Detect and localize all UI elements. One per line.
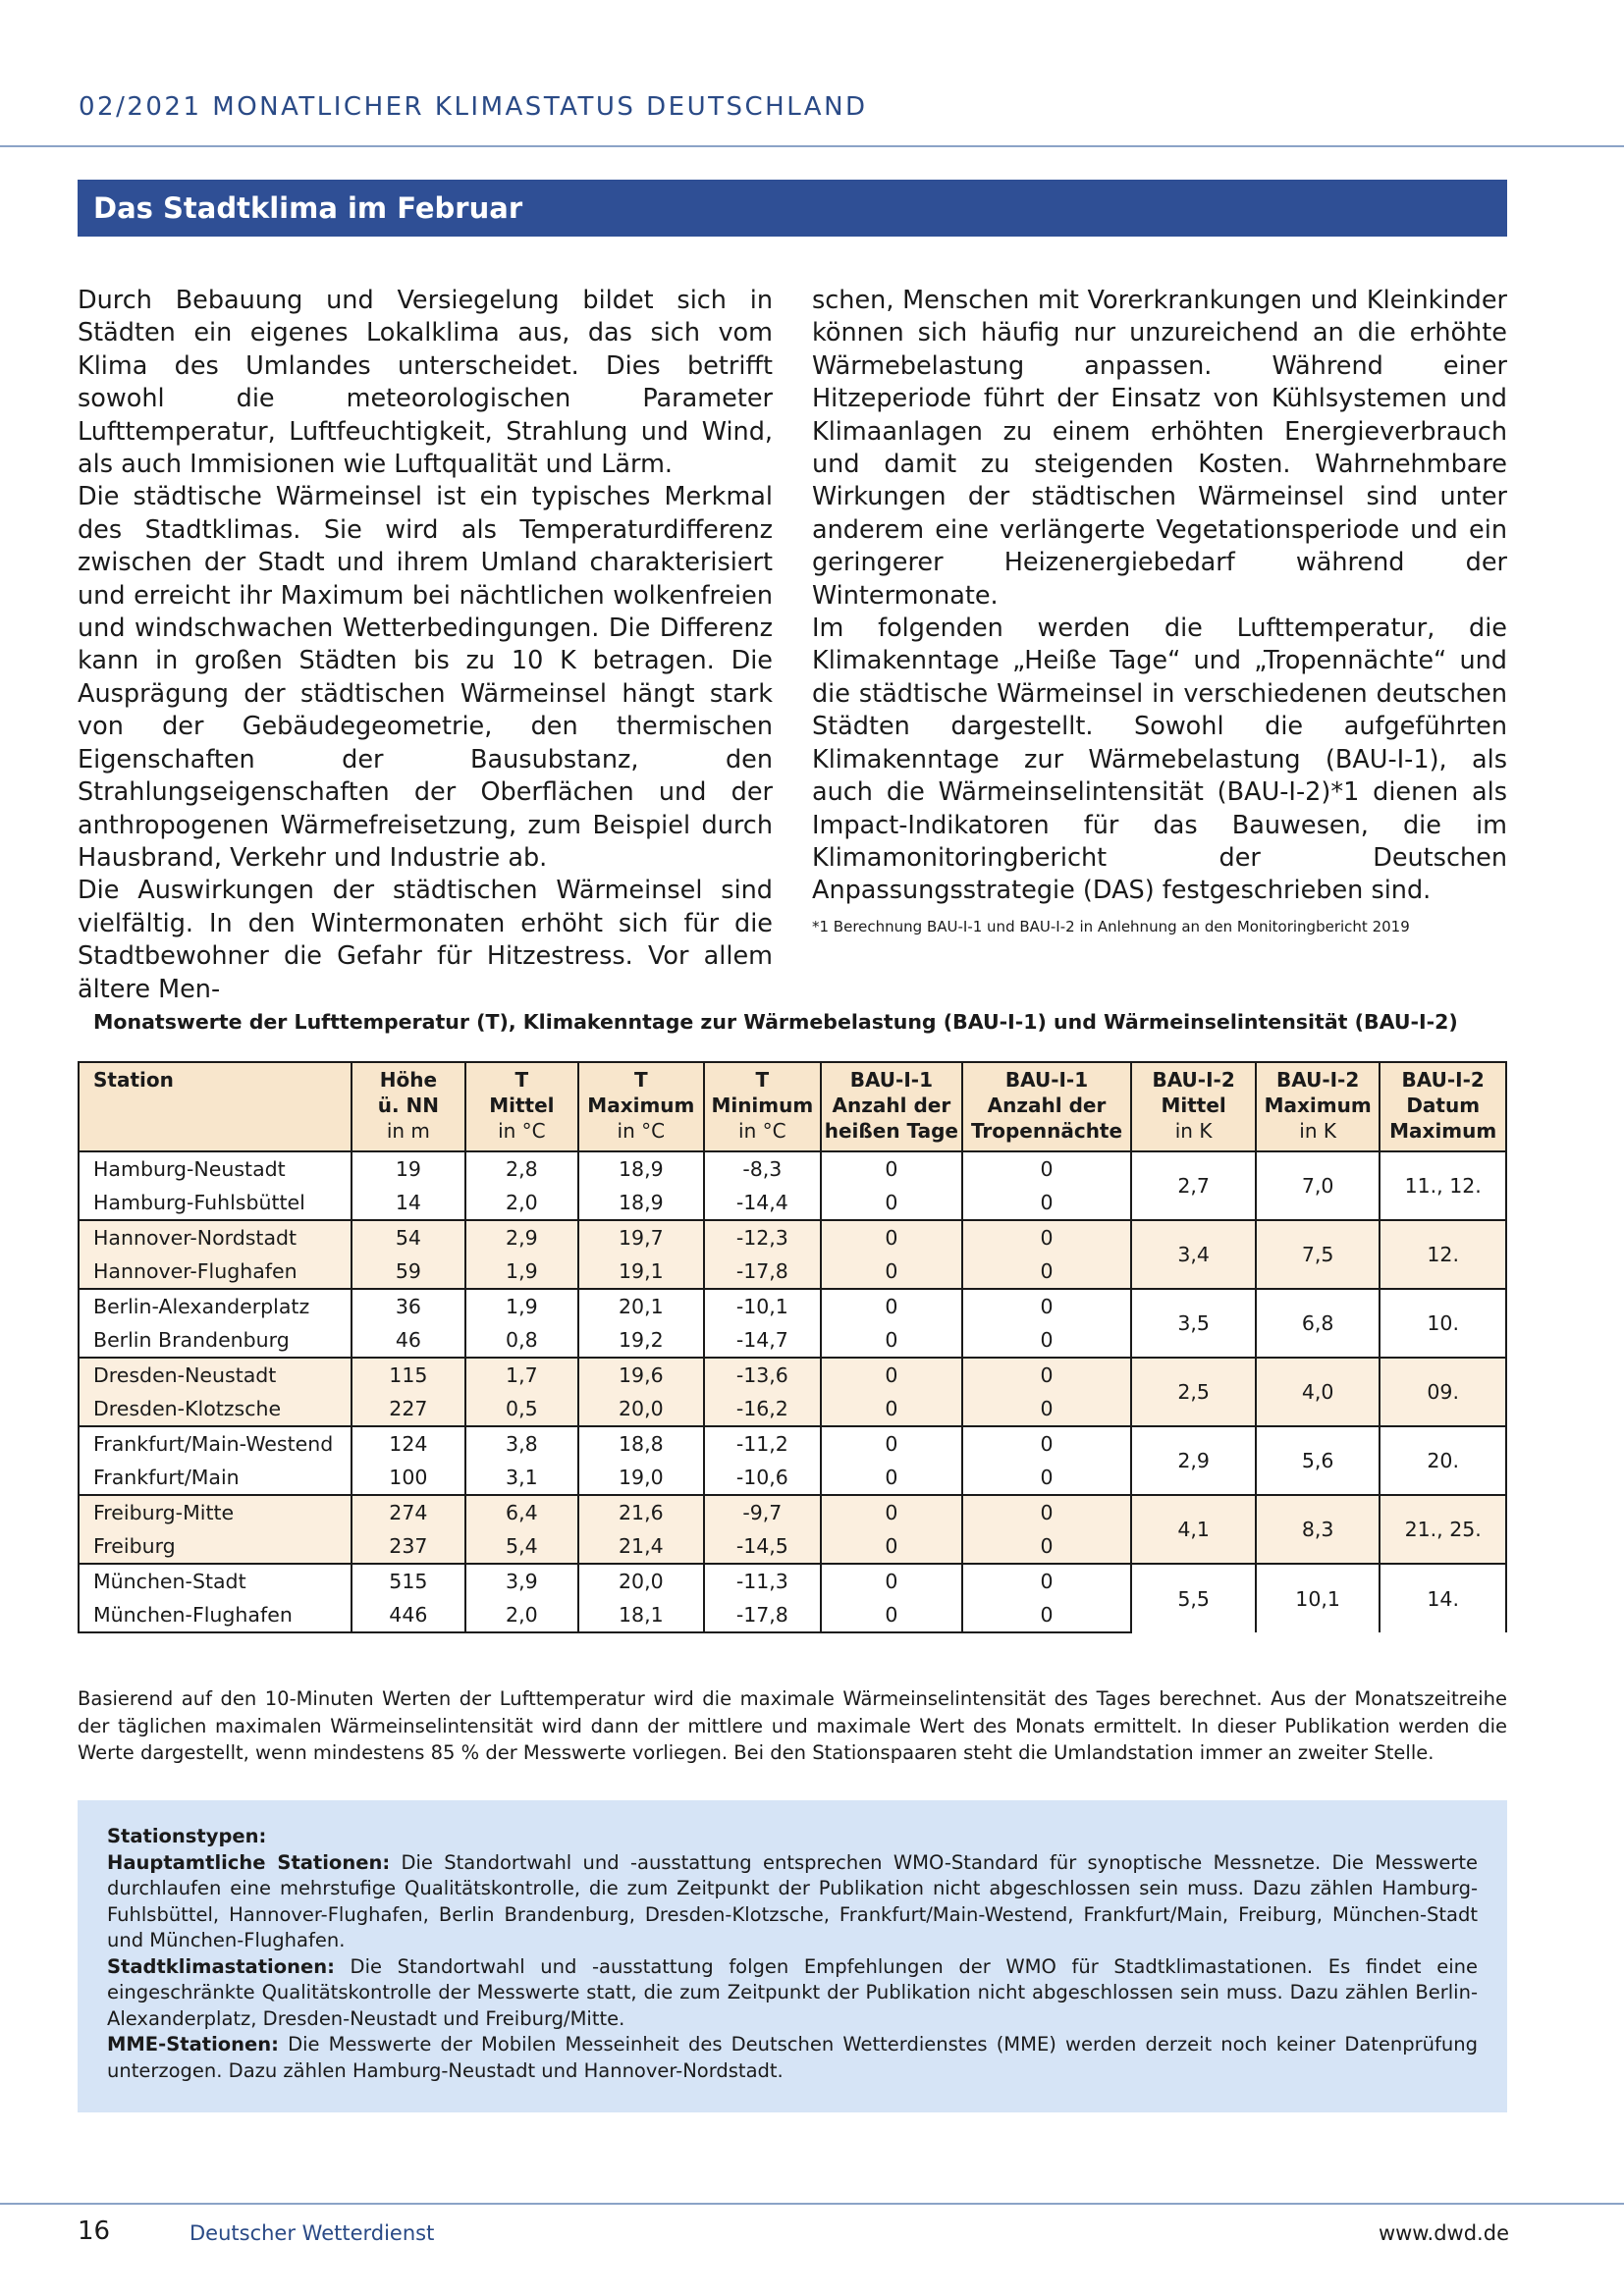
table-cell-hoehe: 124	[352, 1426, 464, 1461]
table-cell-t-max: 20,0	[578, 1392, 704, 1426]
table-cell-t-mittel: 2,0	[465, 1598, 578, 1632]
table-cell-station: Berlin-Alexanderplatz	[79, 1289, 352, 1323]
table-row	[79, 1289, 1506, 1323]
table-cell-t-max: 19,1	[578, 1255, 704, 1289]
table-cell-wi-max: 10,1	[1256, 1564, 1380, 1632]
page-header	[0, 86, 1624, 147]
info-item	[107, 2032, 1478, 2084]
table-cell-heisse-tage: 0	[821, 1358, 962, 1392]
table-cell-hoehe: 515	[352, 1564, 464, 1598]
table-cell-wi-max: 5,6	[1256, 1426, 1380, 1495]
page-number: 16	[78, 2216, 111, 2246]
table-cell-station: München-Stadt	[79, 1564, 352, 1598]
table-cell-t-max: 19,0	[578, 1461, 704, 1495]
table-cell-hoehe: 446	[352, 1598, 464, 1632]
column-header: BAU-I-1 Anzahl der heißen Tage	[821, 1062, 962, 1151]
body-paragraph: Durch Bebauung und Versiegelung bildet sich in Städten ein eigenes Lokalklima aus, das sich vom Klima des Umlandes unterscheidet. Dies betrifft sowohl die meteorologischen Parameter Lufttemperatur, Luftfeuchtigkeit, Strahlung und Wind, als auch Immisionen wie Luftqualität und Lärm.	[78, 286, 773, 480]
table-cell-t-min: -10,1	[704, 1289, 821, 1323]
table-cell-t-min: -17,8	[704, 1598, 821, 1632]
table-cell-hoehe: 237	[352, 1529, 464, 1564]
table-cell-wi-datum: 20.	[1380, 1426, 1506, 1495]
table-cell-wi-mittel: 3,5	[1131, 1289, 1256, 1358]
table-cell-heisse-tage: 0	[821, 1220, 962, 1255]
table-cell-heisse-tage: 0	[821, 1186, 962, 1220]
table-cell-tropennaechte: 0	[962, 1289, 1132, 1323]
table-cell-tropennaechte: 0	[962, 1186, 1132, 1220]
table-cell-t-min: -8,3	[704, 1151, 821, 1186]
footnote: *1 Berechnung BAU-I-1 und BAU-I-2 in Anlehnung an den Monitoringbericht 2019	[812, 918, 1410, 935]
table-cell-station: Frankfurt/Main	[79, 1461, 352, 1495]
table-cell-tropennaechte: 0	[962, 1255, 1132, 1289]
table-cell-heisse-tage: 0	[821, 1426, 962, 1461]
info-item	[107, 1850, 1478, 1954]
table-cell-wi-max: 4,0	[1256, 1358, 1380, 1426]
column-header: T Minimum in °C	[704, 1062, 821, 1151]
column-header: Höhe ü. NN in m	[352, 1062, 464, 1151]
table-cell-t-max: 19,2	[578, 1323, 704, 1358]
table-cell-t-mittel: 1,7	[465, 1358, 578, 1392]
table-cell-station: Freiburg	[79, 1529, 352, 1564]
table-row	[79, 1358, 1506, 1392]
table-row	[79, 1151, 1506, 1186]
table-cell-wi-mittel: 5,5	[1131, 1564, 1256, 1632]
table-cell-station: Dresden-Neustadt	[79, 1358, 352, 1392]
table-cell-tropennaechte: 0	[962, 1461, 1132, 1495]
body-column-right	[812, 285, 1507, 908]
table-cell-wi-mittel: 3,4	[1131, 1220, 1256, 1289]
table-header-row	[79, 1062, 1506, 1151]
table-cell-heisse-tage: 0	[821, 1289, 962, 1323]
table-cell-t-mittel: 1,9	[465, 1289, 578, 1323]
table-cell-t-min: -14,5	[704, 1529, 821, 1564]
table-caption: Monatswerte der Lufttemperatur (T), Klimakenntage zur Wärmebelastung (BAU-I-1) und Wärmeinselintensität (BAU-I-2)	[93, 1010, 1458, 1034]
info-item-label: Hauptamtliche Stationen:	[107, 1850, 391, 1874]
info-box-title: Stationstypen:	[107, 1825, 267, 1847]
table-cell-t-min: -14,7	[704, 1323, 821, 1358]
table-cell-heisse-tage: 0	[821, 1461, 962, 1495]
table-cell-t-max: 21,4	[578, 1529, 704, 1564]
table-cell-t-mittel: 3,8	[465, 1426, 578, 1461]
table-cell-tropennaechte: 0	[962, 1220, 1132, 1255]
column-header: T Mittel in °C	[465, 1062, 578, 1151]
table-cell-t-min: -16,2	[704, 1392, 821, 1426]
table-cell-t-min: -14,4	[704, 1186, 821, 1220]
header-title: 02/2021 MONATLICHER KLIMASTATUS DEUTSCHLAND	[79, 92, 868, 122]
info-item-text: Die Standortwahl und -ausstattung folgen Empfehlungen der WMO für Stadtklimastationen. Es findet eine eingeschränkte Qualitätskontrolle der Messwerte statt, die zum Zeitpunkt der Publikation nicht abgeschlossen sein muss. Dazu zählen Berlin-Alexanderplatz, Dresden-Neustadt und Freiburg/Mitte.	[107, 1954, 1478, 2030]
table-row	[79, 1426, 1506, 1461]
table-cell-t-mittel: 1,9	[465, 1255, 578, 1289]
table-cell-heisse-tage: 0	[821, 1392, 962, 1426]
table-row	[79, 1220, 1506, 1255]
table-cell-wi-datum: 11., 12.	[1380, 1151, 1506, 1220]
table-cell-heisse-tage: 0	[821, 1151, 962, 1186]
table-cell-heisse-tage: 0	[821, 1323, 962, 1358]
table-cell-tropennaechte: 0	[962, 1564, 1132, 1598]
table-cell-t-min: -17,8	[704, 1255, 821, 1289]
table-cell-t-mittel: 5,4	[465, 1529, 578, 1564]
table-cell-tropennaechte: 0	[962, 1495, 1132, 1529]
table-note: Basierend auf den 10-Minuten Werten der Lufttemperatur wird die maximale Wärmeinselintensität des Tages berechnet. Aus der Monatszeitreihe der täglichen maximalen Wärmeinselintensität wird dann der mittlere und maximale Wert des Monats ermittelt. In dieser Publikation werden die Werte dargestellt, wenn mindestens 85 % der Messwerte vorliegen. Bei den Stationspaaren steht die Umlandstation immer an zweiter Stelle.	[78, 1687, 1507, 1764]
table-cell-hoehe: 19	[352, 1151, 464, 1186]
table-cell-wi-datum: 21., 25.	[1380, 1495, 1506, 1564]
table-cell-hoehe: 36	[352, 1289, 464, 1323]
website-link[interactable]: www.dwd.de	[1378, 2221, 1509, 2245]
table-cell-wi-mittel: 2,7	[1131, 1151, 1256, 1220]
info-item-text: Die Standortwahl und -ausstattung entsprechen WMO-Standard für synoptische Messnetze. Die Messwerte durchlaufen eine mehrstufige Qualitätskontrolle, die zum Zeitpunkt der Publikation nicht abgeschlossen sein muss. Dazu zählen Hamburg-Fuhlsbüttel, Hannover-Flughafen, Berlin Brandenburg, Dresden-Klotzsche, Frankfurt/Main-Westend, Frankfurt/Main, Freiburg, München-Stadt und München-Flughafen.	[107, 1850, 1478, 1951]
column-header: T Maximum in °C	[578, 1062, 704, 1151]
table-cell-wi-mittel: 4,1	[1131, 1495, 1256, 1564]
table-cell-t-max: 20,1	[578, 1289, 704, 1323]
column-header: BAU-I-2 Maximum in K	[1256, 1062, 1380, 1151]
info-item-text: Die Messwerte der Mobilen Messeinheit des Deutschen Wetterdienstes (MME) werden derzeit noch keiner Datenprüfung unterzogen. Dazu zählen Hamburg-Neustadt und Hannover-Nordstadt.	[107, 2033, 1478, 2082]
table-cell-wi-datum: 09.	[1380, 1358, 1506, 1426]
station-types-box	[78, 1800, 1507, 2112]
table-cell-wi-mittel: 2,9	[1131, 1426, 1256, 1495]
climate-table	[78, 1061, 1507, 1633]
table-cell-t-max: 18,1	[578, 1598, 704, 1632]
table-cell-t-mittel: 3,1	[465, 1461, 578, 1495]
table-cell-hoehe: 227	[352, 1392, 464, 1426]
body-paragraph: Im folgenden werden die Lufttemperatur, die Klimakenntage „Heiße Tage“ und „Tropennächte“ und die städtische Wärmeinsel in verschiedenen deutschen Städten dargestellt. Sowohl die aufgeführten Klimakenntage zur Wärmebelastung (BAU-I-1), als auch die Wärmeinselintensität (BAU-I-2)*1 dienen als Impact-Indikatoren für das Bauwesen, die im Klimamonitoringbericht der Deutschen Anpassungsstrategie (DAS) festgeschrieben sind.	[812, 614, 1507, 906]
table-cell-heisse-tage: 0	[821, 1495, 962, 1529]
table-cell-wi-datum: 14.	[1380, 1564, 1506, 1632]
table-cell-station: München-Flughafen	[79, 1598, 352, 1632]
table-cell-t-min: -11,3	[704, 1564, 821, 1598]
column-header: Station	[79, 1062, 352, 1151]
info-item-label: Stadtklimastationen:	[107, 1954, 335, 1978]
table-cell-t-max: 18,9	[578, 1186, 704, 1220]
table-cell-tropennaechte: 0	[962, 1529, 1132, 1564]
body-paragraph: Die Auswirkungen der städtischen Wärmeinsel sind vielfältig. In den Wintermonaten erhöht sich für die Stadtbewohner die Gefahr für Hitzestress. Vor allem ältere Men-	[78, 876, 773, 1004]
table-cell-hoehe: 54	[352, 1220, 464, 1255]
table-cell-hoehe: 115	[352, 1358, 464, 1392]
table-cell-tropennaechte: 0	[962, 1598, 1132, 1632]
table-cell-station: Dresden-Klotzsche	[79, 1392, 352, 1426]
table-cell-heisse-tage: 0	[821, 1598, 962, 1632]
table-row	[79, 1495, 1506, 1529]
table-cell-t-mittel: 0,8	[465, 1323, 578, 1358]
table-cell-t-mittel: 3,9	[465, 1564, 578, 1598]
body-paragraph: schen, Menschen mit Vorerkrankungen und Kleinkinder können sich häufig nur unzureichend an die erhöhte Wärmebelastung anpassen. Während einer Hitzeperiode führt der Einsatz von Kühlsystemen und Klimaanlagen zu einem erhöhten Energieverbrauch und damit zu steigenden Kosten. Wahrnehmbare Wirkungen der städtischen Wärmeinsel sind unter anderem eine verlängerte Vegetationsperiode und ein geringerer Heizenergiebedarf während der Wintermonate.	[812, 286, 1507, 611]
table-cell-t-max: 18,9	[578, 1151, 704, 1186]
table-row	[79, 1564, 1506, 1598]
table-cell-station: Freiburg-Mitte	[79, 1495, 352, 1529]
table-cell-station: Frankfurt/Main-Westend	[79, 1426, 352, 1461]
table-cell-wi-mittel: 2,5	[1131, 1358, 1256, 1426]
table-cell-t-min: -12,3	[704, 1220, 821, 1255]
table-cell-wi-max: 7,0	[1256, 1151, 1380, 1220]
table-cell-t-max: 18,8	[578, 1426, 704, 1461]
table-cell-t-min: -9,7	[704, 1495, 821, 1529]
table-cell-t-mittel: 2,9	[465, 1220, 578, 1255]
info-item-label: MME-Stationen:	[107, 2033, 279, 2056]
table-cell-station: Hamburg-Fuhlsbüttel	[79, 1186, 352, 1220]
column-header: BAU-I-2 Mittel in K	[1131, 1062, 1256, 1151]
table-cell-wi-datum: 10.	[1380, 1289, 1506, 1358]
table-cell-tropennaechte: 0	[962, 1426, 1132, 1461]
table-cell-heisse-tage: 0	[821, 1564, 962, 1598]
table-cell-hoehe: 59	[352, 1255, 464, 1289]
table-cell-tropennaechte: 0	[962, 1358, 1132, 1392]
column-header: BAU-I-2 Datum Maximum	[1380, 1062, 1506, 1151]
table-cell-t-min: -11,2	[704, 1426, 821, 1461]
table-cell-tropennaechte: 0	[962, 1392, 1132, 1426]
table-cell-t-max: 19,6	[578, 1358, 704, 1392]
table-cell-t-max: 21,6	[578, 1495, 704, 1529]
table-cell-hoehe: 274	[352, 1495, 464, 1529]
table-cell-wi-max: 8,3	[1256, 1495, 1380, 1564]
table-cell-wi-max: 7,5	[1256, 1220, 1380, 1289]
table-cell-t-min: -10,6	[704, 1461, 821, 1495]
table-cell-wi-max: 6,8	[1256, 1289, 1380, 1358]
table-cell-t-mittel: 2,8	[465, 1151, 578, 1186]
footer-divider	[0, 2203, 1624, 2205]
table-cell-hoehe: 100	[352, 1461, 464, 1495]
body-paragraph: Die städtische Wärmeinsel ist ein typisches Merkmal des Stadtklimas. Sie wird als Temperaturdifferenz zwischen der Stadt und ihrem Umland charakterisiert und erreicht ihr Maximum bei nächtlichen wolkenfreien und windschwachen Wetterbedingungen. Die Differenz kann in großen Städten bis zu 10 K betragen. Die Ausprägung der städtischen Wärmeinsel hängt stark von der Gebäudegeometrie, den thermischen Eigenschaften der Bausubstanz, den Strahlungseigenschaften der Oberflächen und der anthropogenen Wärmefreisetzung, zum Beispiel durch Hausbrand, Verkehr und Industrie ab.	[78, 482, 773, 873]
publisher-name: Deutscher Wetterdienst	[189, 2221, 435, 2245]
table-cell-t-mittel: 0,5	[465, 1392, 578, 1426]
table-cell-tropennaechte: 0	[962, 1323, 1132, 1358]
table-cell-hoehe: 14	[352, 1186, 464, 1220]
table-cell-t-mittel: 2,0	[465, 1186, 578, 1220]
table-cell-t-max: 19,7	[578, 1220, 704, 1255]
table-cell-t-max: 20,0	[578, 1564, 704, 1598]
section-title: Das Stadtklima im Februar	[78, 180, 1507, 237]
table-cell-station: Hannover-Flughafen	[79, 1255, 352, 1289]
table-cell-station: Berlin Brandenburg	[79, 1323, 352, 1358]
column-header: BAU-I-1 Anzahl der Tropennächte	[962, 1062, 1132, 1151]
table-cell-wi-datum: 12.	[1380, 1220, 1506, 1289]
table-cell-heisse-tage: 0	[821, 1255, 962, 1289]
table-cell-t-mittel: 6,4	[465, 1495, 578, 1529]
table-cell-heisse-tage: 0	[821, 1529, 962, 1564]
table-cell-station: Hannover-Nordstadt	[79, 1220, 352, 1255]
table-cell-tropennaechte: 0	[962, 1151, 1132, 1186]
table-cell-t-min: -13,6	[704, 1358, 821, 1392]
table-cell-hoehe: 46	[352, 1323, 464, 1358]
body-column-left	[78, 285, 773, 1006]
info-item	[107, 1954, 1478, 2033]
table-cell-station: Hamburg-Neustadt	[79, 1151, 352, 1186]
